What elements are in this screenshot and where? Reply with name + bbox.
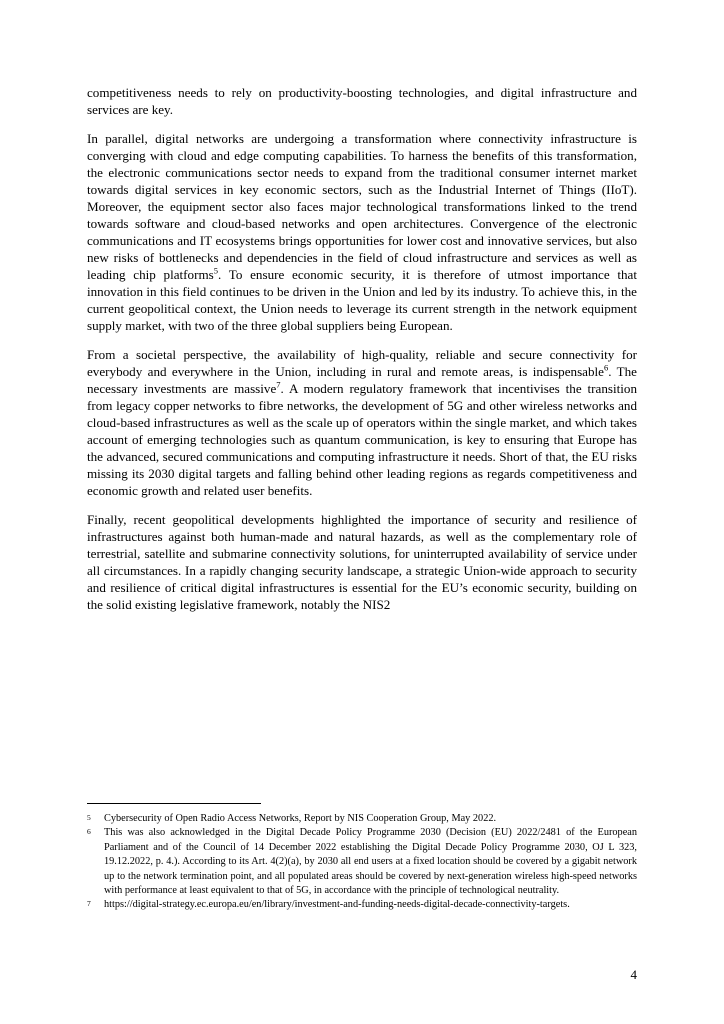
footnote-6-number: 6 (87, 827, 91, 837)
footnote-ref-5[interactable]: 5 (213, 265, 218, 276)
footnote-separator (87, 803, 261, 804)
paragraph-3-text-a: From a societal perspective, the availability of high-quality, reliable and secure connectivity for everybody and everywhere in the Union, including in rural and remote areas, is indispensable (87, 347, 637, 379)
paragraph-4-text: Finally, recent geopolitical developments highlighted the importance of security and resilience of infrastructures against both human-made and natural hazards, as well as the complementary role of terrestrial, satellite and submarine connectivity solutions, for uninterrupted availability of service under all circumstances. In a rapidly changing security landscape, a strategic Union-wide approach to security and resilience of critical digital infrastructures is essential for the EU’s economic security, building on the solid existing legislative framework, notably the NIS2 (87, 512, 637, 612)
paragraph-2-text-a: In parallel, digital networks are undergoing a transformation where connectivity infrastructure is converging with cloud and edge computing capabilities. To harness the benefits of this transformation, the electronic communications sector needs to expand from the traditional consumer internet market towards digital services in key economic sectors, such as the Industrial Internet of Things (IIoT). Moreover, the equipment sector also faces major technological transformations linked to the trend towards software and cloud-based networks and open architectures. Convergence of the electronic communications and IT ecosystems brings opportunities for lower cost and innovative services, but also new risks of bottlenecks and dependencies in the field of cloud infrastructure and services as well as leading chip platforms (87, 131, 637, 282)
paragraph-3-text-c: . A modern regulatory framework that incentivises the transition from legacy copper networks to fibre networks, the development of 5G and other wireless networks and cloud-based infrastructures as well as the scale up of operators within the single market, and which takes account of emerging technologies such as quantum communication, is key to ensuring that Europe has the advanced, secured communications and computing infrastructure it needs. Short of that, the EU risks missing its 2030 digital targets and falling behind other leading regions as regards competitiveness and economic growth and related user benefits. (87, 381, 638, 498)
footnote-7-number: 7 (87, 899, 91, 909)
footnote-7 (87, 898, 637, 912)
footnote-7-link[interactable]: https://digital-strategy.ec.europa.eu/en/library/investment-and-funding-needs-digital-decade-connectivity-targets. (104, 899, 570, 911)
paragraph-3 (87, 346, 637, 499)
page-number: 4 (630, 967, 637, 982)
footnotes (87, 812, 637, 913)
paragraph-1-text: competitiveness needs to rely on productivity-boosting technologies, and digital infrastructure and services are key. (87, 85, 637, 117)
footnote-ref-7[interactable]: 7 (276, 379, 281, 390)
footnote-ref-6[interactable]: 6 (603, 362, 609, 373)
footnote-6-text: This was also acknowledged in the Digital Decade Policy Programme 2030 (Decision (EU) 2022/2481 of the European Parliament and of the Council of 14 December 2022 establishing the Digital Decade Policy Programme 2030, OJ L 323, 19.12.2022, p. 4.). According to its Art. 4(2)(a), by 2030 all end users at a fixed location should be covered by a gigabit network up to the network termination point, and all populated areas should be covered by next-generation wireless high-speed networks with performance at least equivalent to that of 5G, in accordance with the principle of technological neutrality. (104, 827, 637, 897)
paragraph-2-text-b: . To ensure economic security, it is therefore of utmost importance that innovation in this field continues to be driven in the Union and led by its industry. To achieve this, in the current geopolitical context, the Union needs to leverage its current strength in the network equipment supply market, with two of the three global suppliers being European. (87, 267, 637, 333)
footnote-5-text: Cybersecurity of Open Radio Access Networks, Report by NIS Cooperation Group, May 2022. (104, 813, 497, 824)
body-text (87, 84, 637, 625)
paragraph-3-text-b: . The necessary investments are massive (87, 364, 637, 396)
paragraph-1 (87, 84, 637, 118)
paragraph-4 (87, 511, 637, 613)
footnote-5 (87, 812, 637, 826)
paragraph-2 (87, 130, 637, 334)
footnote-6 (87, 826, 637, 898)
footnote-5-number: 5 (87, 813, 91, 822)
